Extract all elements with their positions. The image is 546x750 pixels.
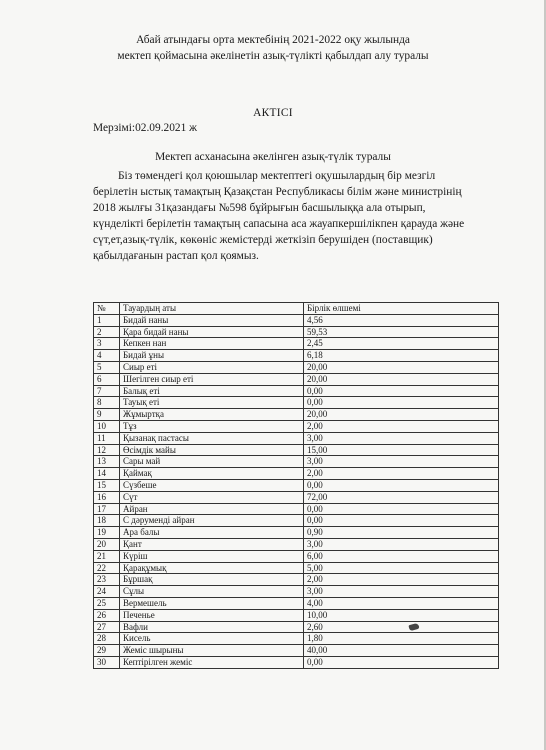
document-title-line-1: Абай атындағы орта мектебінің 2021-2022 оқу жылында bbox=[136, 34, 410, 46]
row-product-name: Сиыр еті bbox=[120, 361, 304, 373]
table-row bbox=[94, 432, 499, 444]
row-product-name: Тауық еті bbox=[120, 397, 304, 409]
row-product-name: С дәруменді айран bbox=[120, 515, 304, 527]
table-header-row bbox=[94, 303, 499, 315]
row-product-name: Қант bbox=[120, 538, 304, 550]
row-unit-value: 2,60 bbox=[304, 621, 499, 633]
row-number: 8 bbox=[94, 397, 120, 409]
row-unit-value: 59,53 bbox=[304, 326, 499, 338]
row-product-name: Жеміс шырыны bbox=[120, 645, 304, 657]
row-unit-value: 1,80 bbox=[304, 633, 499, 645]
row-number: 5 bbox=[94, 361, 120, 373]
row-product-name: Сұлы bbox=[120, 586, 304, 598]
row-number: 3 bbox=[94, 338, 120, 350]
table-row bbox=[94, 597, 499, 609]
row-number: 15 bbox=[94, 479, 120, 491]
row-product-name: Кепкен нан bbox=[120, 338, 304, 350]
table-row bbox=[94, 538, 499, 550]
body-paragraph bbox=[93, 168, 465, 264]
table-row bbox=[94, 491, 499, 503]
row-product-name: Сүт bbox=[120, 491, 304, 503]
table-row bbox=[94, 397, 499, 409]
products-table bbox=[93, 302, 499, 669]
table-row bbox=[94, 385, 499, 397]
paragraph-line: 2018 жылғы 31қазандағы №598 бұйрығын басшылыққа ала отырып, bbox=[93, 202, 426, 214]
row-number: 16 bbox=[94, 491, 120, 503]
row-product-name: Бидай наны bbox=[120, 314, 304, 326]
row-number: 9 bbox=[94, 409, 120, 421]
row-number: 2 bbox=[94, 326, 120, 338]
row-product-name: Сүзбеше bbox=[120, 479, 304, 491]
row-unit-value: 0,00 bbox=[304, 515, 499, 527]
table-row bbox=[94, 468, 499, 480]
row-unit-value: 6,18 bbox=[304, 350, 499, 362]
row-product-name: Сары май bbox=[120, 456, 304, 468]
row-product-name: Қарақұмық bbox=[120, 562, 304, 574]
row-unit-value: 2,00 bbox=[304, 468, 499, 480]
row-product-name: Кисель bbox=[120, 633, 304, 645]
row-unit-value: 0,90 bbox=[304, 527, 499, 539]
table-row bbox=[94, 586, 499, 598]
row-number: 4 bbox=[94, 350, 120, 362]
row-number: 18 bbox=[94, 515, 120, 527]
row-unit-value: 4,56 bbox=[304, 314, 499, 326]
table-row bbox=[94, 503, 499, 515]
table-row bbox=[94, 373, 499, 385]
row-product-name: Жұмыртқа bbox=[120, 409, 304, 421]
table-row bbox=[94, 409, 499, 421]
row-number: 26 bbox=[94, 609, 120, 621]
row-unit-value: 15,00 bbox=[304, 444, 499, 456]
paragraph-line: қабылдағанын растап қол қоямыз. bbox=[93, 250, 259, 262]
row-number: 25 bbox=[94, 597, 120, 609]
row-number: 24 bbox=[94, 586, 120, 598]
row-product-name: Қызанақ пастасы bbox=[120, 432, 304, 444]
row-unit-value: 20,00 bbox=[304, 373, 499, 385]
paragraph-line: берілетін ыстық тамақтың Қазақстан Республикасы білім және министрінің bbox=[93, 186, 462, 198]
table-row bbox=[94, 444, 499, 456]
table-row bbox=[94, 420, 499, 432]
table-row bbox=[94, 656, 499, 668]
table-row bbox=[94, 645, 499, 657]
row-product-name: Шегілген сиыр еті bbox=[120, 373, 304, 385]
act-subject: Мектеп асханасына әкелінген азық-түлік туралы bbox=[155, 151, 391, 163]
row-number: 27 bbox=[94, 621, 120, 633]
row-unit-value: 3,00 bbox=[304, 538, 499, 550]
table-row bbox=[94, 350, 499, 362]
row-product-name: Қара бидай наны bbox=[120, 326, 304, 338]
row-unit-value: 3,00 bbox=[304, 586, 499, 598]
row-number: 19 bbox=[94, 527, 120, 539]
header-product-name: Тауардың аты bbox=[120, 303, 304, 315]
row-product-name: Өсімдік майы bbox=[120, 444, 304, 456]
row-unit-value: 0,00 bbox=[304, 397, 499, 409]
document-title-line-2: мектеп қоймасына әкелінетін азық-түлікті қабылдап алу туралы bbox=[117, 50, 429, 62]
row-unit-value: 20,00 bbox=[304, 409, 499, 421]
row-unit-value: 0,00 bbox=[304, 385, 499, 397]
row-unit-value: 5,00 bbox=[304, 562, 499, 574]
act-date: Мерзімі:02.09.2021 ж bbox=[93, 122, 198, 134]
table-row bbox=[94, 479, 499, 491]
table-row bbox=[94, 609, 499, 621]
table-row bbox=[94, 326, 499, 338]
row-unit-value: 2,45 bbox=[304, 338, 499, 350]
paragraph-line: Біз төмендегі қол қоюшылар мектептегі оқушылардың бір мезгіл bbox=[118, 170, 436, 182]
header-number: № bbox=[94, 303, 120, 315]
row-number: 23 bbox=[94, 574, 120, 586]
row-number: 6 bbox=[94, 373, 120, 385]
paragraph-line: күнделікті берілетін тамақтың сапасына аса жауапкершілікпен қарауда және bbox=[93, 218, 465, 230]
row-product-name: Қаймақ bbox=[120, 468, 304, 480]
row-unit-value: 4,00 bbox=[304, 597, 499, 609]
table-row bbox=[94, 633, 499, 645]
row-product-name: Печенье bbox=[120, 609, 304, 621]
row-number: 30 bbox=[94, 656, 120, 668]
row-unit-value: 10,00 bbox=[304, 609, 499, 621]
row-number: 29 bbox=[94, 645, 120, 657]
row-number: 28 bbox=[94, 633, 120, 645]
row-product-name: Ара балы bbox=[120, 527, 304, 539]
row-product-name: Тұз bbox=[120, 420, 304, 432]
row-product-name: Бидай ұны bbox=[120, 350, 304, 362]
row-number: 7 bbox=[94, 385, 120, 397]
row-product-name: Вермешель bbox=[120, 597, 304, 609]
table-row bbox=[94, 550, 499, 562]
row-product-name: Балық еті bbox=[120, 385, 304, 397]
row-number: 12 bbox=[94, 444, 120, 456]
row-number: 17 bbox=[94, 503, 120, 515]
row-unit-value: 0,00 bbox=[304, 503, 499, 515]
row-product-name: Күріш bbox=[120, 550, 304, 562]
row-number: 1 bbox=[94, 314, 120, 326]
row-unit-value: 3,00 bbox=[304, 432, 499, 444]
row-unit-value: 20,00 bbox=[304, 361, 499, 373]
header-unit: Бірлік өлшемі bbox=[304, 303, 499, 315]
paragraph-line: сүт,ет,азық-түлік, көкөніс жемістерді жеткізіп берушіден (поставщик) bbox=[93, 234, 433, 246]
table-row bbox=[94, 314, 499, 326]
row-product-name: Кептірілген жеміс bbox=[120, 656, 304, 668]
row-number: 14 bbox=[94, 468, 120, 480]
table-row bbox=[94, 338, 499, 350]
row-unit-value: 72,00 bbox=[304, 491, 499, 503]
table-row bbox=[94, 574, 499, 586]
row-unit-value: 2,00 bbox=[304, 420, 499, 432]
row-unit-value: 6,00 bbox=[304, 550, 499, 562]
row-product-name: Айран bbox=[120, 503, 304, 515]
row-product-name: Бұршақ bbox=[120, 574, 304, 586]
row-number: 11 bbox=[94, 432, 120, 444]
row-unit-value: 40,00 bbox=[304, 645, 499, 657]
row-unit-value: 0,00 bbox=[304, 656, 499, 668]
row-number: 22 bbox=[94, 562, 120, 574]
table-row bbox=[94, 621, 499, 633]
row-number: 10 bbox=[94, 420, 120, 432]
row-number: 20 bbox=[94, 538, 120, 550]
row-number: 13 bbox=[94, 456, 120, 468]
row-unit-value: 3,00 bbox=[304, 456, 499, 468]
table-row bbox=[94, 515, 499, 527]
row-number: 21 bbox=[94, 550, 120, 562]
row-unit-value: 0,00 bbox=[304, 479, 499, 491]
table-row bbox=[94, 562, 499, 574]
table-row bbox=[94, 361, 499, 373]
row-unit-value: 2,00 bbox=[304, 574, 499, 586]
table-row bbox=[94, 456, 499, 468]
act-heading: АКТІСІ bbox=[253, 107, 293, 119]
table-row bbox=[94, 527, 499, 539]
row-product-name: Вафли bbox=[120, 621, 304, 633]
